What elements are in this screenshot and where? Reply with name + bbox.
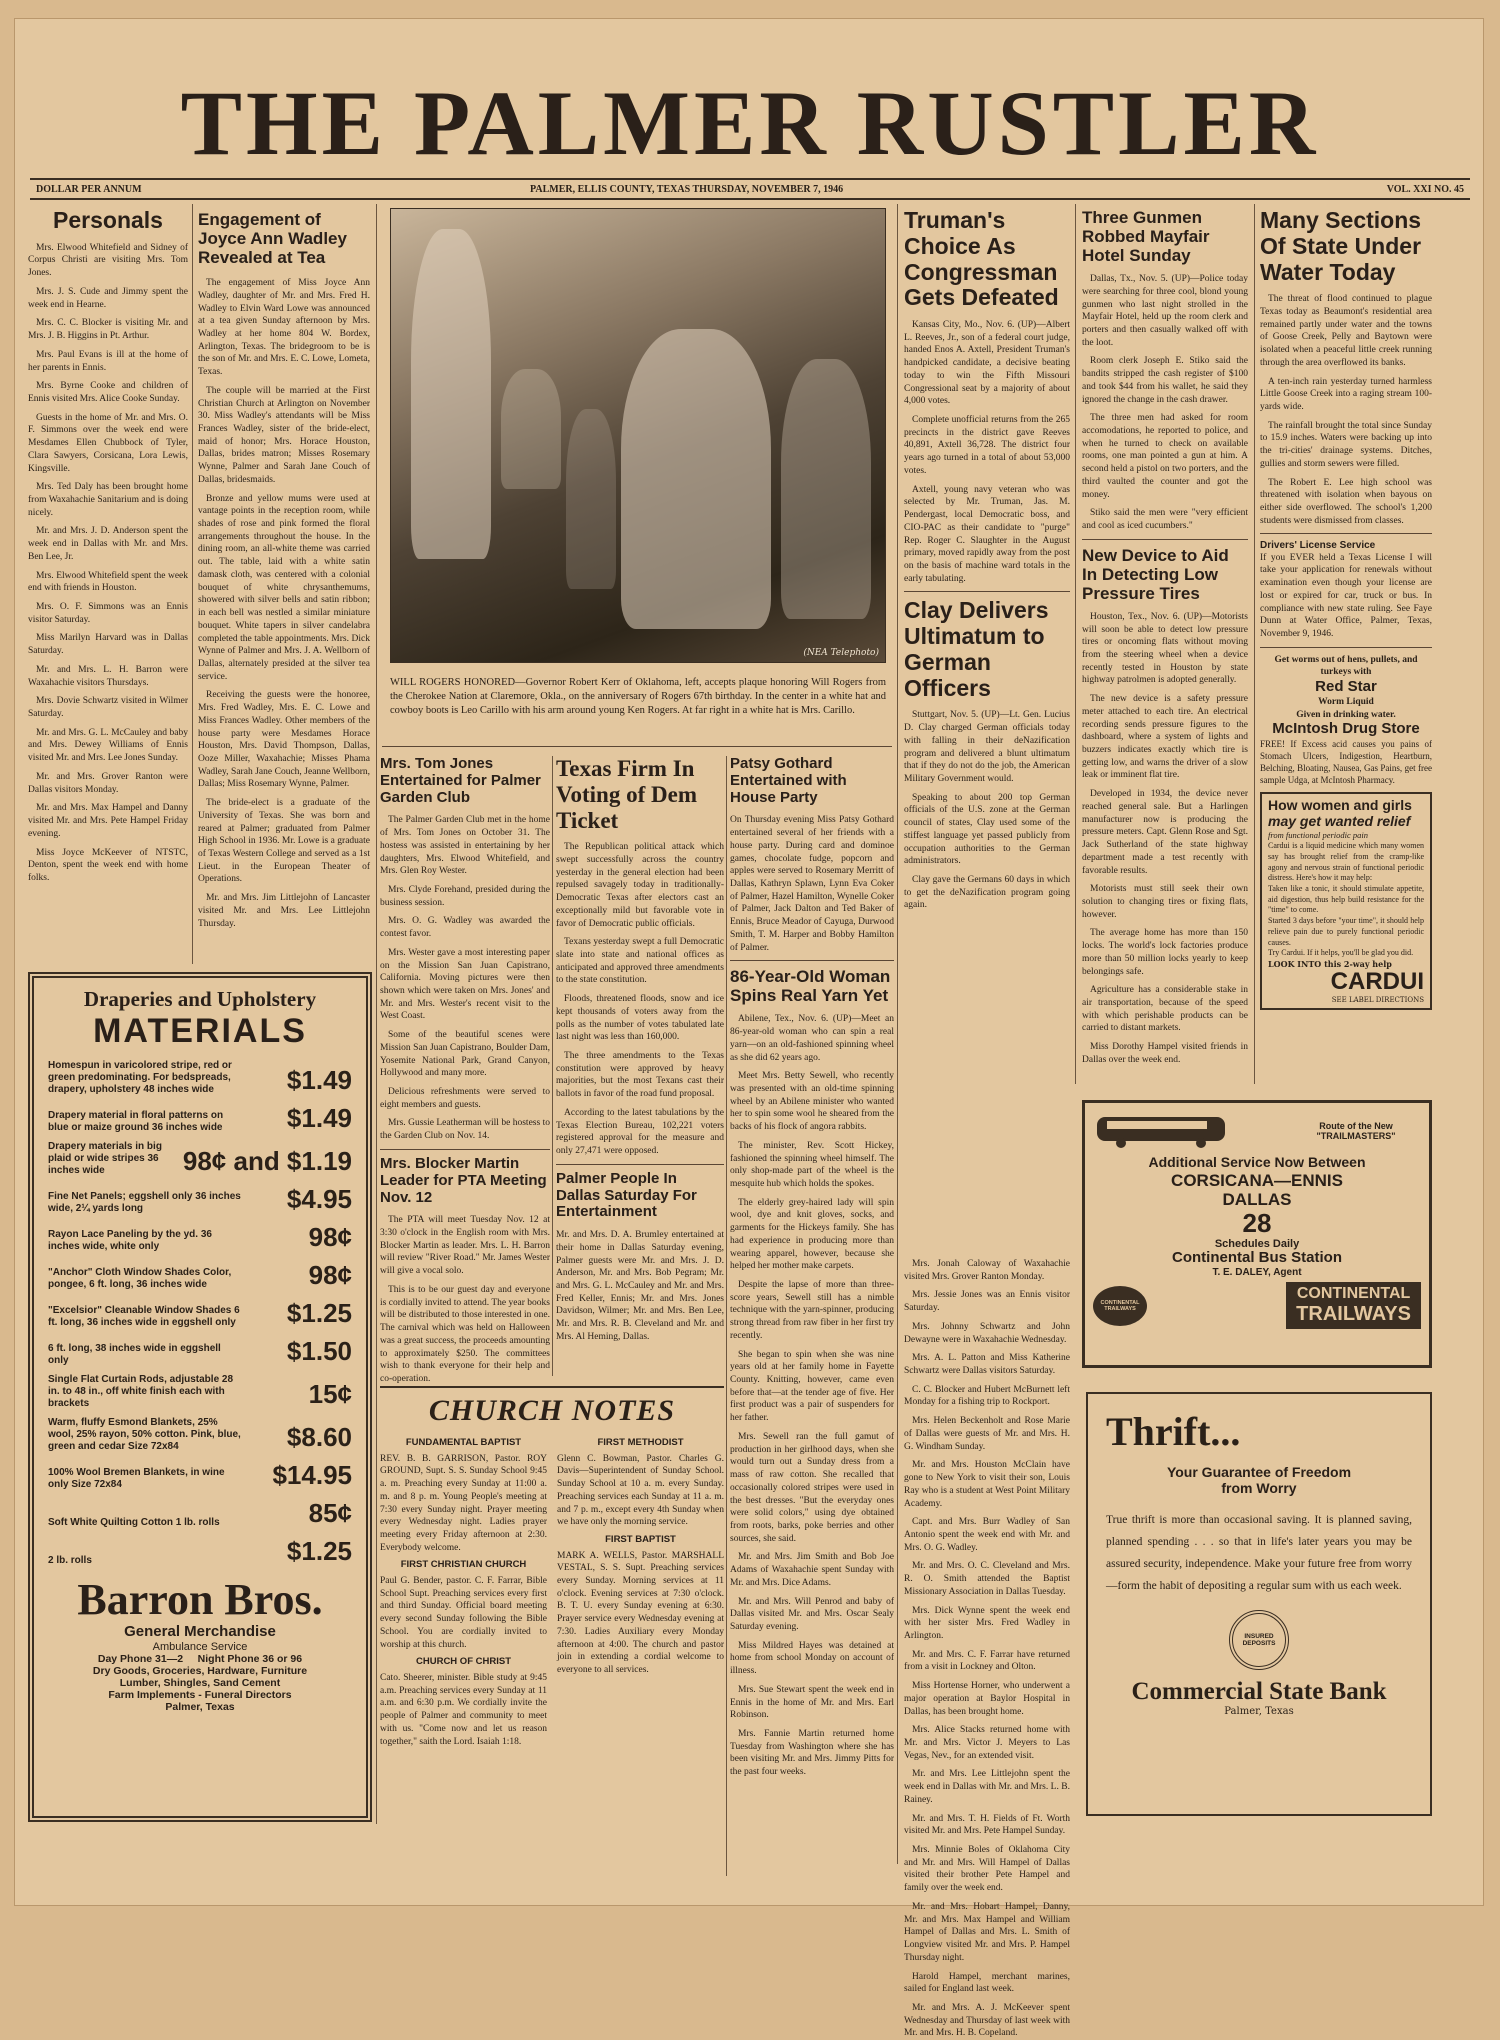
personal-item: Mr. and Mrs. Max Hampel and Danny visited Mr. and Mrs. Pete Hampel Friday evening. (28, 803, 188, 839)
column-rule (726, 756, 727, 1876)
place-and-date: PALMER, ELLIS COUNTY, TEXAS THURSDAY, NOVEMBER 7, 1946 (530, 184, 844, 195)
trailways-agent: T. E. DALEY, Agent (1212, 1266, 1302, 1278)
article-paragraph: A ten-inch rain yesterday turned harmless Little Goose Creek into a raging stream 100-yards wide. (1260, 376, 1432, 412)
yarn-body (730, 1013, 894, 1779)
locals-column (904, 1258, 1070, 2039)
article-paragraph: Complete unofficial returns from the 265 precincts in the district gave Reeves 40,891, Axtell 36,728. The district four years ago turned in a total of about 53,000 votes. (904, 415, 1070, 476)
price-list-item (48, 1536, 352, 1567)
barron-ambulance: Ambulance Service (152, 1640, 248, 1653)
article-paragraph: Despite the lapse of more than three-score years, Sewell still has a nimble technique with the yarn-spinner, producing strong thread from raw fiber in her first try recently. (730, 1280, 894, 1341)
cardui-headline-1: How women and girls (1268, 797, 1412, 814)
item-price: 98¢ and $1.19 (182, 1145, 352, 1176)
item-price: $1.49 (286, 1102, 352, 1133)
item-price: $1.25 (286, 1535, 352, 1566)
cardui-brand: CARDUI (1330, 967, 1424, 995)
wadley-body (198, 277, 370, 930)
photo-credit: (NEA Telephoto) (803, 648, 879, 658)
saturday-headline: Palmer People In Dallas Saturday For Entertainment (556, 1169, 697, 1221)
church-headline: CHURCH NOTES (428, 1394, 676, 1427)
local-item: Mrs. A. L. Patton and Miss Katherine Schwartz were Dallas visitors Saturday. (904, 1353, 1070, 1377)
price-list-item (48, 1141, 352, 1177)
barron-line-2: Lumber, Shingles, Sand Cement (119, 1676, 281, 1689)
article-paragraph: The Robert E. Lee high school was threatened with isolation when bayous on either side overflowed. The school's 1,200 students were dismissed from classes. (1260, 477, 1432, 526)
item-price: $1.49 (286, 1064, 352, 1095)
price-list-item (48, 1060, 352, 1096)
article-paragraph: Kansas City, Mo., Nov. 6. (UP)—Albert L. Reeves, Jr., son of a federal court judge, handed Enos A. Axtell, President Truman's handpicked candidate, a decisive beating today to win the Fifth Missouri Congressional seat by a majority of about 4,000 votes. (904, 320, 1070, 407)
personal-item: Mrs. Elwood Whitefield spent the week end with friends in Houston. (28, 570, 188, 594)
article-paragraph: The elderly grey-haired lady will spin wool, dye and knit gloves, socks, and garments for the Hickeys family. She has had experience in producing more than wearing apparel, however, because she helped her mother make carpets. (730, 1197, 894, 1272)
item-description: Fine Net Panels; eggshell only 36 inches wide, 2¼ yards long (48, 1190, 241, 1214)
cardui-headline-3: from functional periodic pain (1268, 829, 1369, 840)
local-item: Mrs. Minnie Boles of Oklahoma City and Mr. and Mrs. Will Hampel of Dallas visited their brother Pete Hampel and family over the week end. (904, 1845, 1070, 1894)
local-item: Mr. and Mrs. T. H. Fields of Ft. Worth visited Mr. and Mrs. Pete Hampel Sunday. (904, 1813, 1070, 1837)
article-paragraph: Speaking to about 200 top German officials of the U.S. zone at the German council of states, Clay used some of the stiffest language yet passed publicly from occupation authorities to the German administrators. (904, 792, 1070, 867)
trailways-cities-1: CORSICANA—ENNIS (1171, 1170, 1343, 1190)
item-price: $4.95 (286, 1183, 352, 1214)
local-item: Mr. and Mrs. O. C. Cleveland and Mrs. R. O. Smith attended the Baptist Missionary Association in Dallas Tuesday. (904, 1561, 1070, 1597)
article-paragraph: Motorists must still seek their own solution to changing tires or fixing flats, however. (1082, 884, 1248, 920)
article-paragraph: Clay gave the Germans 60 days in which to get the deNazification program going again. (904, 875, 1070, 911)
article-paragraph: The new device is a safety pressure meter attached to each tire. An electrical recording sends pressure figures to the dashboard, where a system of lights and buzzers indicates exactly which tire is getting low, and warns the driver of a slow leak or imminent flat tire. (1082, 694, 1248, 781)
personals-headline: Personals (53, 207, 163, 233)
local-item: Mrs. Alice Stacks returned home with Mr. and Mrs. Victor J. Meyers to Las Vegas, Nev., for an extended visit. (904, 1725, 1070, 1761)
barron-phones: Day Phone 31—2 Night Phone 36 or 96 (97, 1652, 303, 1665)
thrift-sub-1: Your Guarantee of Freedom (1166, 1464, 1352, 1480)
article-paragraph: The three amendments to the Texas constitution were approved by heavy majorities, but the most Texans cast their ballots in favor of the road fund proposal. (556, 1051, 724, 1100)
first-christian-text: Paul G. Bender, pastor. C. F. Farrar, Bible School Supt. Preaching services every first and third Sunday. Official board meeting every second Sunday following the Bible School. You are cordially invited to worship at this church. (380, 1576, 547, 1650)
article-paragraph: Agriculture has a considerable stake in air transportation, because of the speed with which perishable products can be carried to distant markets. (1082, 985, 1248, 1034)
cardui-headline-2: may get wanted relief (1268, 813, 1411, 830)
column-rule (1075, 204, 1076, 1084)
article-paragraph: Stiko said the men were "very efficient and cool as iced cucumbers." (1082, 508, 1248, 532)
article-paragraph: This is to be our guest day and everyone is cordially invited to attend. The year books will be distributed to those interested in one. The carnival which was held on Halloween was a great success, the proceeds amounting to approximately $250. The committees wish to thank everyone for their help and co-operation. (380, 1284, 550, 1384)
article-paragraph: Mrs. Sue Stewart spent the week end in Ennis in the home of Mr. and Mrs. Earl Robinson. (730, 1684, 894, 1721)
truman-headline: Truman's Choice As Congressman Gets Defeated (904, 207, 1059, 311)
item-description: Homespun in varicolored stripe, red or green predominating. For bedspreads, drapery, upholstery 48 inches wide (48, 1059, 232, 1095)
article-paragraph: Floods, threatened floods, snow and ice kept thousands of voters away from the polls as the number of votes tabulated late last night was less than 160,000. (556, 994, 724, 1043)
article-paragraph: Texans yesterday swept a full Democratic slate into state and national offices as anticipated and approved three amendments to the state constitution. (556, 937, 724, 986)
barron-title-2: MATERIALS (93, 1011, 307, 1050)
item-price: $8.60 (286, 1421, 352, 1452)
license-text: If you EVER held a Texas License I will take your application for renewals without examination even though your license are lost or expired for car, truck or bus. In compliance with new state ruling. See Faye Dunn at Water Office, Palmer, Texas, November 9, 1946. (1260, 552, 1432, 639)
redstar-line3: FREE! If Excess acid causes you pains of Stomach Ulcers, Indigestion, Heartburn, Belching, Bloating, Nausea, Gas Pains, get free sample Udga, at McIntosh Pharmacy. (1260, 739, 1432, 786)
thrift-sub-2: from Worry (1221, 1479, 1297, 1496)
trailways-ad (1082, 1100, 1432, 1368)
bank-place: Palmer, Texas (1224, 1705, 1294, 1717)
personal-item: Mrs. Paul Evans is ill at the home of her parents in Ennis. (28, 349, 188, 373)
personal-item: Mr. and Mrs. L. H. Barron were Waxahachie visitors Thursdays. (28, 664, 188, 688)
item-price: $1.50 (286, 1335, 352, 1366)
cardui-badge: LOOK INTO this 2-way help (1268, 958, 1392, 969)
locals-list (904, 1258, 1070, 2040)
barron-price-list (48, 1060, 352, 1567)
will-rogers-photo (390, 208, 886, 663)
personals-list (28, 242, 188, 885)
masthead: THE PALMER RUSTLER (180, 72, 1320, 174)
trailways-brand (1286, 1282, 1421, 1329)
personal-item: Mrs. Byrne Cooke and children of Ennis visited Mrs. Alice Cooke Sunday. (28, 381, 188, 404)
price-list-item (48, 1184, 352, 1215)
column-rule (897, 204, 898, 1864)
price-list-item (48, 1260, 352, 1291)
article-paragraph: Abilene, Tex., Nov. 6. (UP)—Meet an 86-year-old woman who can spin a real yarn—on an old-fashioned spinning wheel as she did 62 years ago. (730, 1014, 894, 1063)
item-price: 98¢ (308, 1259, 352, 1290)
article-paragraph: The Republican political attack which swept successfully across the country yesterday in the general election had been repulsed savagely today in traditionally-Democratic Texas after electors cast an exceptionally mild but favorable vote in favor of Democratic public officials. (556, 842, 724, 929)
article-paragraph: The Palmer Garden Club met in the home of Mrs. Tom Jones on October 31. The hostess was assisted in entertaining by her daughters, Mrs. Elwood Whitefield, and Mrs. Glen Roy Wester. (380, 815, 550, 877)
clay-body (904, 709, 1070, 912)
article-paragraph: The couple will be married at the First Christian Church at Arlington on November 30. Miss Wadley's attendants will be Miss Frances Wadley, sister of the bride-elect, maid of honor; Mrs. Horace Houston, Dallas, brides matron; Misses Rosemary Wynne, Palmer and Sarah Jane Couch of Dallas, bridesmaids. (198, 385, 370, 485)
thrift-headline: Thrift... (1106, 1409, 1241, 1454)
local-item: Capt. and Mrs. Burr Wadley of San Antonio spent the week end with Mr. and Mrs. O. G. Wadley. (904, 1517, 1070, 1553)
personal-item: Mr. and Mrs. G. L. McCauley and baby and Mrs. Dewey Williams of Ennis visited Mr. and Mrs. Lee Jones Sunday. (28, 727, 188, 764)
article-paragraph: The minister, Rev. Scott Hickey, fashioned the spinning wheel himself. The only shop-made part of the wheel is the mesquite hub which holds the spokes. (730, 1140, 894, 1189)
item-price: 15¢ (308, 1378, 352, 1409)
photo-caption: WILL ROGERS HONORED—Governor Robert Kerr of Oklahoma, left, accepts plaque honoring Will Rogers from the Cherokee Nation at Claremore, Okla., on the anniversary of Rogers 67th birthday. In the center in a white hat and cowboy boots is Leo Carillo with his arm around young Ken Rogers. At far right in a white hat is Mrs. Carillo. (390, 677, 886, 717)
article-paragraph: The threat of flood continued to plague Texas today as Beaumont's residential area remained partly under water and the towns of Goose Creek, Pelly and Baytown were isolated when a peaceful little creek running through the area overflowed its banks. (1260, 294, 1432, 368)
column-rule (552, 756, 553, 1376)
article-paragraph: Miss Dorothy Hampel visited friends in Dallas over the week end. (1082, 1042, 1248, 1065)
gothard-text: On Thursday evening Miss Patsy Gothard entertained several of her friends with a house party. During card and dominoe games, chocolate fudge, popcorn and apples were served to Rosemary Merritt of Dallas, Kathryn Splawn, Lynn Eva Coker of Palmer, Hazel Hamilton, Wynelle Coker of Palmer, Jack Dalton and Ted Baker of Ennis, Bruce Meador of Cayuga, Durwood Smith, T. M. Harper and Bobby Hamilton of Palmer. (730, 815, 894, 953)
personal-item: Mrs. Elwood Whitefield and Sidney of Corpus Christi are visiting Mrs. Tom Jones. (28, 242, 188, 279)
cardui-step-1: Taken like a tonic, it should stimulate appetite, aid digestion, thus help build resistance for the "time" to come. (1268, 883, 1424, 915)
item-description: "Anchor" Cloth Window Shades Color, pongee, 6 ft. long, 36 inches wide (48, 1266, 232, 1290)
local-item: Mr. and Mrs. C. F. Farrar have returned from a visit in Lockney and Olton. (904, 1649, 1070, 1673)
church-notes (380, 1386, 724, 1886)
first-baptist-head: FIRST BAPTIST (605, 1533, 676, 1545)
trailways-schedules: Schedules Daily (1214, 1237, 1300, 1250)
thrift-ad (1086, 1392, 1432, 1816)
personal-item: Mrs. O. F. Simmons was an Ennis visitor Saturday. (28, 602, 188, 625)
article-paragraph: The average home has more than 150 locks. The world's lock factories produce more than 50 million locks yearly to keep belongings safe. (1082, 928, 1248, 977)
personal-item: Mr. and Mrs. J. D. Anderson spent the week end in Dallas with Mr. and Mrs. Ben Lee, Jr. (28, 526, 188, 562)
garden-pta-column (380, 755, 550, 1384)
price-list-item (48, 1374, 352, 1410)
article-paragraph: The engagement of Miss Joyce Ann Wadley, daughter of Mr. and Mrs. Fred H. Wadley to Elvin Ward Lowe was announced at a tea given Sunday afternoon by Mrs. Wadley at her home 804 W. Bordex, Arlington, Texas. The bridegroom to be is the son of Mr. and Mrs. E. C. Lowe, Lometa, Texas. (198, 278, 370, 378)
price-list-item (48, 1222, 352, 1253)
article-paragraph: Mrs. Wester gave a most interesting paper on the Mission San Juan Capistrano, California. Moving pictures were then shown which were taken on Mrs. Jones' and Mr. and Mrs. Wester's recent visit to the West Coast. (380, 947, 550, 1022)
redstar-line1: Get worms out of hens, pullets, and turkeys with (1274, 654, 1418, 678)
redstar-sub: Worm Liquid (1318, 696, 1374, 707)
local-item: Mrs. Jonah Caloway of Waxahachie visited Mrs. Grover Ranton Monday. (904, 1259, 1070, 1282)
personal-item: Mrs. J. S. Cude and Jimmy spent the week end in Hearne. (28, 286, 188, 310)
article-paragraph: She began to spin when she was nine years old at her family home in Fayette County. Knitting, however, came even before that—at the tender age of five. Her first product was a pair of suspenders for her father. (730, 1349, 894, 1424)
article-paragraph: The rainfall brought the total since Sunday to 15.9 inches. Waters were backing up into the tri-cities' drainage systems. Ditches, gullies and storm sewers were filled. (1260, 420, 1432, 469)
price-list-item (48, 1498, 352, 1529)
gothard-yarn-column (730, 756, 894, 1876)
item-description: "Excelsior" Cleanable Window Shades 6 ft. long, 36 inches wide in eggshell only (48, 1304, 240, 1328)
license-headline: Drivers' License Service (1260, 540, 1376, 552)
cardui-ad (1260, 792, 1432, 1010)
item-description: Rayon Lace Paneling by the yd. 36 inches wide, white only (48, 1228, 212, 1252)
pta-body (380, 1214, 550, 1385)
personal-item: Guests in the home of Mr. and Mrs. O. F. Simmons over the week end were Mesdames Ellen Chubbock of Tyler, Clara Sawyers, Corsicana, Lora Lewis, Kingsville. (28, 412, 188, 474)
trailways-cities-2: DALLAS (1222, 1189, 1292, 1209)
personal-item: Mr. and Mrs. Grover Ranton were Dallas visitors Monday. (28, 771, 188, 795)
article-paragraph: Receiving the guests were the honoree, Mrs. Fred Wadley, Mrs. E. C. Lowe and Miss Frances Wadley. Other members of the house party were Mesdames Horace Houston, Mrs. David Thompson, Dallas, Ooze Miller, Waxahachie; Misses Phama Wadley, Sarah Jane Couch, Jeanne Wellborn, Dallas; Miss Rosemary Wynne, Palmer. (198, 690, 370, 790)
volume-number: VOL. XXI NO. 45 (1386, 184, 1464, 195)
item-description: Warm, fluffy Esmond Blankets, 25% wool, 25% rayon, 50% cotton. Pink, blue, green and cedar Size 72x84 (48, 1416, 241, 1452)
item-price: $14.95 (272, 1459, 352, 1490)
local-item: Miss Hortense Horner, who underwent a major operation at Baylor Hospital in Dallas, has been brought home. (904, 1681, 1070, 1717)
first-baptist-text: MARK A. WELLS, Pastor. MARSHALL VESTAL, S. S. Supt. Preaching services every Sunday. Morning services at 11 o'clock. Evening services at 7:30 o'clock. B. T. U. every Sunday evening at 6:30. Prayer service every Wednesday evening at 7:30. Ladies Auxiliary every Monday afternoon at 4:00. The church and pastor join in extending a cordial welcome to everyone to all services. (557, 1550, 724, 1676)
truman-clay-column (904, 204, 1070, 1254)
church-of-christ-text: Cato. Sheerer, minister. Bible study at 9:45 a.m. Preaching services every Sunday at 11 a.m. and 6:30 p.m. We cordially invite the people of Palmer and community to meet with us. "Come now and let us reason together," saith the Lord. Isaiah 1:18. (380, 1672, 547, 1747)
item-description: Drapery materials in big plaid or wide stripes 36 inches wide (48, 1140, 162, 1176)
item-description: 2 lb. rolls (48, 1554, 92, 1566)
truman-body (904, 319, 1070, 585)
barron-line-1: Dry Goods, Groceries, Hardware, Furniture (92, 1664, 308, 1677)
item-price: 98¢ (308, 1221, 352, 1252)
local-item: Harold Hampel, merchant marines, sailed for England last week. (904, 1971, 1070, 1995)
article-paragraph: Mrs. Clyde Forehand, presided during the business session. (380, 884, 550, 908)
local-item: Mrs. Johnny Schwartz and John Dewayne were in Waxahachie Wednesday. (904, 1321, 1070, 1345)
barron-store-name: Barron Bros. (77, 1574, 323, 1624)
local-item: Mrs. Helen Beckenholt and Rose Marie of Dallas were guests of Mr. and Mrs. H. G. Windham Sunday. (904, 1416, 1070, 1452)
dateline (30, 178, 1470, 200)
trailways-station: Continental Bus Station (1172, 1249, 1342, 1267)
article-paragraph: Mr. and Mrs. Jim Littlejohn of Lancaster visited Mr. and Mrs. Lee Littlejohn Thursday. (198, 893, 370, 929)
wadley-headline: Engagement of Joyce Ann Wadley Revealed at Tea (198, 210, 347, 268)
tires-headline: New Device to Aid In Detecting Low Pressure Tires (1082, 545, 1229, 603)
local-item: Mr. and Mrs. Houston McClain have gone to New York to visit their son, Louis Ray who is a student at West Point Military Academy. (904, 1460, 1070, 1509)
article-paragraph: Room clerk Joseph E. Stiko said the bandits stripped the cash register of $100 and took $44 from his wallet, he said they ignored the change in the cash drawer. (1082, 356, 1248, 405)
article-paragraph: Mrs. O. G. Wadley was awarded the contest favor. (380, 916, 550, 940)
bus-icon (1093, 1111, 1233, 1151)
price-list-item (48, 1298, 352, 1329)
article-paragraph: Dallas, Tx., Nov. 5. (UP)—Police today were searching for three cool, blond young gunmen who last night strolled in the Mayfair Hotel, held up the room clerk and porters and then casually walked off with the loot. (1082, 274, 1248, 348)
personal-item: Miss Marilyn Harvard was in Dallas Saturday. (28, 633, 188, 657)
article-paragraph: The three men had asked for room accomodations, he reported to police, and when he turned to check on available rooms, one man pointed a gun at him. A second held a pistol on two porters, and the third vaulted the counter and got the money. (1082, 413, 1248, 500)
first-methodist-text: Glenn C. Bowman, Pastor. Charles G. Davis—Superintendent of Sunday School. Sunday School at 10 a. m. every Sunday. Preaching services each Sunday at 11 a. m. and 7 p. m., except every 4th Sunday when we have only the morning service. (557, 1453, 724, 1528)
church-of-christ-head: CHURCH OF CHRIST (416, 1656, 511, 1668)
column-rule (1254, 204, 1255, 1084)
trailways-count: 28 (1242, 1207, 1272, 1238)
mayfair-body (1082, 273, 1248, 533)
local-item: Mrs. Jessie Jones was an Ennis visitor Saturday. (904, 1290, 1070, 1314)
yarn-headline: 86-Year-Old Woman Spins Real Yarn Yet (730, 967, 891, 1006)
barron-place: Palmer, Texas (165, 1700, 235, 1713)
article-paragraph: Axtell, young navy veteran who was selected by Mr. Truman, Jas. M. Pendergast, local Democratic boss, and CIO-PAC as their candidate to "purge" Rep. Roger C. Slaughter in the August primary, moved rapidly away from the post on the basis of machine ward totals in the early tabulating. (904, 484, 1070, 584)
saturday-text: Mr. and Mrs. D. A. Brumley entertained at their home in Dallas Saturday evening, Palmer guests were Mr. and Mrs. J. D. Anderson, Mr. and Mrs. Bob Pegram; Mr. and Mrs. G. L. McCauley and Mr. and Mrs. Fred Keller, Ennis; Mr. and Mrs. Jones Davidson, Wilmer; Mr. and Mrs. Ben Lee, Mr. and Mrs. R. B. Cleveland and Mr. and Mrs. Al Heming, Dallas. (556, 1230, 724, 1342)
gothard-headline: Patsy Gothard Entertained with House Party (730, 755, 847, 806)
cardui-intro: Cardui is a liquid medicine which many women say has brought relief from the cramp-like agony and nervous strain of functional periodic distress. Here's how it may help: (1268, 841, 1424, 883)
fundamental-baptist-text: REV. B. B. GARRISON, Pastor. ROY GROUND, Supt. S. S. Sunday School 9:45 a. m. Preaching every Sunday at 11:00 a. m. and 8 p. m. Young People's meeting at 7:30 every Sunday night. Prayer meeting every Wednesday night. Ladies prayer meeting every Friday afternoon at 2:30. Everybody welcome. (380, 1453, 547, 1553)
cardui-small: SEE LABEL DIRECTIONS (1331, 995, 1424, 1004)
trailways-brand-1: CONTINENTAL (1296, 1285, 1411, 1303)
local-item: C. C. Blocker and Hubert McBurnett left Monday for a fishing trip to Rockport. (904, 1384, 1070, 1408)
subscription-price: DOLLAR PER ANNUM (36, 184, 142, 195)
clay-headline: Clay Delivers Ultimatum to German Officers (904, 597, 1049, 701)
mayfair-headline: Three Gunmen Robbed Mayfair Hotel Sunday (1082, 208, 1210, 266)
column-rule (376, 204, 377, 1824)
article-paragraph: Developed in 1934, the device never reached general sale. But a Harlingen manufacturer now is producing the pressure meters. Capt. Glenn Rose and Sgt. Jack Sutherland of the state highway department made a test recently with favorable results. (1082, 789, 1248, 876)
article-paragraph: Delicious refreshments were served to eight members and guests. (380, 1087, 550, 1110)
article-paragraph: Bronze and yellow mums were used at vantage points in the reception room, while shades of rose and pink formed the floral arrangements throughout the house. In the dining room, an all-white theme was carried out. The table, laid with a white satin damask cloth, was centered with a colonial bouquet of white chrysanthemums, showered with silver bells and satin ribbon; in each bell was nestled a similar miniature bouquet. White tapers in silver candelabra completed the table appointments. Mrs. Dick Wynne of Palmer and Mrs. J. A. Wellborn of Dallas, alternately presided at the silver tea service. (198, 493, 370, 682)
local-item: Mr. and Mrs. Hobart Hampel, Danny, Mr. and Mrs. Max Hampel and William Hampel of Dallas and Mrs. L. Smith of Longview visited Mr. and Mrs. P. Hampel Thursday night. (904, 1901, 1070, 1963)
column-rule (192, 204, 193, 964)
price-list-item (48, 1417, 352, 1453)
redstar-name: Red Star (1315, 678, 1377, 696)
article-paragraph: Mrs. Gussie Leatherman will be hostess to the Garden Club on Nov. 14. (380, 1118, 550, 1142)
price-list-item (48, 1103, 352, 1134)
personal-item: Mrs. C. C. Blocker is visiting Mr. and Mrs. J. B. Higgins in Pt. Arthur. (28, 318, 188, 342)
article-paragraph: The PTA will meet Tuesday Nov. 12 at 3:30 o'clock in the English room with Mrs. Blocker Martin as leader. Mrs. L. H. Barron will review "River Road." Mr. James Wester will give a vocal solo. (380, 1215, 550, 1277)
barron-line-3: Farm Implements - Funeral Directors (108, 1688, 292, 1701)
article-paragraph: Mr. and Mrs. Jim Smith and Bob Joe Adams of Waxahachie spent Sunday with Mr. and Mrs. Dice Adams. (730, 1552, 894, 1588)
article-paragraph: Some of the beautiful scenes were Mission San Juan Capistrano, Boulder Dam, Yosemite National Park, Grand Canyon, Hollywood and many more. (380, 1030, 550, 1079)
personal-item: Mrs. Ted Daly has been brought home from Waxahachie Sanitarium and is doing nicely. (28, 482, 188, 518)
fdic-seal: INSURED DEPOSITS (1229, 1610, 1289, 1670)
dem-headline: Texas Firm In Voting of Dem Ticket (556, 756, 697, 833)
cardui-try: Try Cardui. If it helps, you'll be glad you did. (1268, 948, 1414, 958)
garden-body (380, 814, 550, 1143)
local-item: Mr. and Mrs. Lee Littlejohn spent the week end in Dallas with Mr. and Mrs. L. B. Rainey. (904, 1769, 1070, 1805)
thrift-body: True thrift is more than occasional saving. It is planned saving, planned spending . . . so that in life's later years you may be assured security, independence. Make your future free from worry —form the habit of depositing a regular sum with us each week. (1106, 1514, 1412, 1592)
redstar-store: McIntosh Drug Store (1272, 720, 1420, 738)
dem-column (556, 756, 724, 1376)
first-methodist-head: FIRST METHODIST (597, 1437, 684, 1448)
personals-column (28, 204, 188, 964)
article-paragraph: Meet Mrs. Betty Sewell, who recently was presented with an old-time spinning wheel by an Abilene minister who wanted her to spin some wool he sheared from the backs of his flock of angora rabbits. (730, 1071, 894, 1133)
trailways-brand-2: TRAILWAYS (1296, 1303, 1411, 1326)
water-headline: Many Sections Of State Under Water Today (1260, 207, 1422, 285)
barron-title-1: Draperies and Upholstery (83, 987, 317, 1011)
local-item: Mrs. Dick Wynne spent the week end with her sister Mrs. Fred Wadley in Arlington. (904, 1605, 1070, 1641)
article-paragraph: The bride-elect is a graduate of the University of Texas. She was born and reared at Palmer; graduated from Palmer High School in 1936. Mr. Lowe is a graduate of Texas Western College and served as a 1st Lieut. in the European Theater of Operations. (198, 798, 370, 885)
price-list-item (48, 1460, 352, 1491)
personal-item: Mrs. Dovie Schwartz visited in Wilmer Saturday. (28, 696, 188, 720)
personal-item: Miss Joyce McKeever of NTSTC, Denton, spent the week end with home folks. (28, 847, 188, 883)
mayfair-tires-column (1082, 204, 1248, 1084)
dem-body (556, 841, 724, 1158)
first-christian-head: FIRST CHRISTIAN CHURCH (400, 1559, 527, 1571)
trailways-service: Additional Service Now Between (1148, 1154, 1366, 1170)
item-price: 85¢ (308, 1497, 352, 1528)
article-paragraph: Stuttgart, Nov. 5. (UP)—Lt. Gen. Lucius D. Clay charged German officials today with falling in their deNazification program and delivered a blunt ultimatum that if they do not do the job, the American Military Government would. (904, 710, 1070, 784)
water-body (1260, 293, 1432, 527)
redstar-line2: Given in drinking water. (1296, 709, 1396, 720)
item-description: 100% Wool Bremen Blankets, in wine only Size 72x84 (48, 1466, 225, 1490)
item-price: $1.25 (286, 1297, 352, 1328)
article-paragraph: Miss Mildred Hayes was detained at home from school Monday on account of illness. (730, 1640, 894, 1677)
barron-sub: General Merchandise (124, 1622, 276, 1640)
trailways-emblem: CONTINENTAL TRAILWAYS (1093, 1286, 1147, 1326)
barron-bros-ad (28, 972, 372, 1822)
article-paragraph: Mrs. Fannie Martin returned home Tuesday from Washington where she has been visiting Mr. and Mrs. Jimmy Pitts for the past four weeks. (730, 1729, 894, 1778)
price-list-item (48, 1336, 352, 1367)
article-paragraph: Mrs. Sewell ran the full gamut of production in her girlhood days, when she would turn out a Sunday dress from a mass of raw cotton. She recalled that occasionally colored stripes were used in the best dresses. "But the everyday ones were solid colors," using dye obtained from roots, barks, poke berries and other sources, she said. (730, 1431, 894, 1544)
item-description: 6 ft. long, 38 inches wide in eggshell only (48, 1342, 221, 1366)
article-paragraph: Houston, Tex., Nov. 6. (UP)—Motorists will soon be able to detect low pressure tires or oncoming flats without moving from the steering wheel when a device recently tested in Houston by state highway patrolmen is adopted generally. (1082, 611, 1248, 686)
cardui-step-2: Started 3 days before "your time", it should help relieve pain due to purely functional periodic causes. (1268, 916, 1424, 947)
local-item: Mr. and Mrs. A. J. McKeever spent Wednesday and Thursday of last week with Mr. and Mrs. H. B. Copeland. (904, 2002, 1070, 2039)
garden-headline: Mrs. Tom Jones Entertained for Palmer Garden Club (380, 755, 541, 806)
wadley-article (198, 204, 370, 964)
section-rule (382, 746, 892, 747)
pta-headline: Mrs. Blocker Martin Leader for PTA Meeting Nov. 12 (380, 1154, 547, 1206)
item-description: Soft White Quilting Cotton 1 lb. rolls (48, 1516, 220, 1528)
water-column (1260, 204, 1432, 1084)
article-paragraph: According to the latest tabulations by the Texas Election Bureau, 102,221 voters registered approval for the measure and only 27,471 were opposed. (556, 1107, 724, 1157)
article-paragraph: Mr. and Mrs. Will Penrod and baby of Dallas visited Mr. and Mrs. Oscar Sealy Saturday evening. (730, 1596, 894, 1632)
item-description: Drapery material in floral patterns on blue or maize ground 36 inches wide (48, 1109, 224, 1133)
trailways-route: Route of the New "TRAILMASTERS" (1316, 1121, 1396, 1141)
tires-body (1082, 611, 1248, 1067)
fundamental-baptist-head: FUNDAMENTAL BAPTIST (405, 1437, 522, 1448)
bank-name: Commercial State Bank (1131, 1677, 1387, 1705)
item-description: Single Flat Curtain Rods, adjustable 28 in. to 48 in., off white finish each with brackets (48, 1373, 234, 1409)
